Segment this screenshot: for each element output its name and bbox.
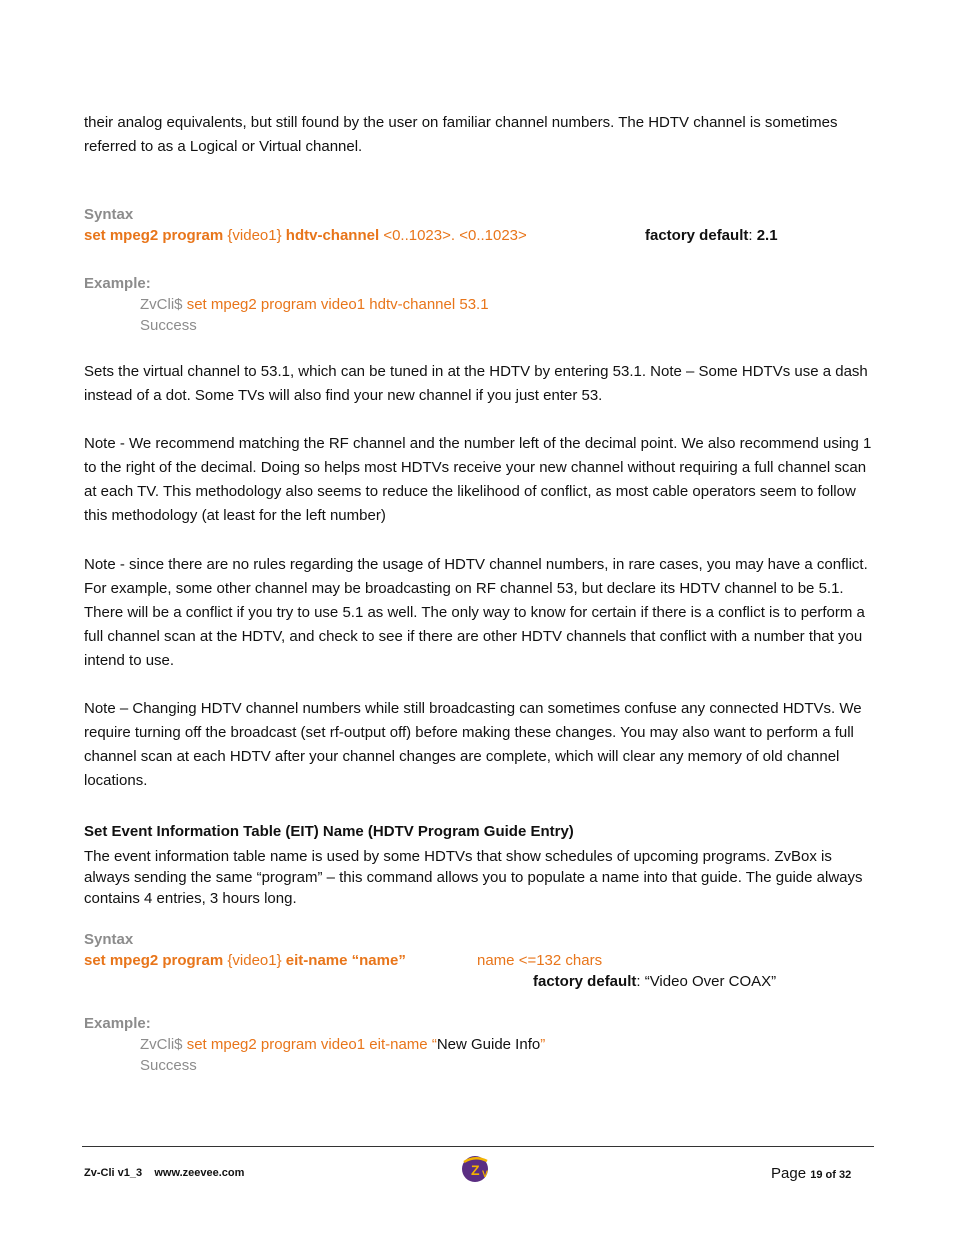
command-argument: {video1} [227, 227, 282, 244]
note-paragraph-recommend: Note - We recommend matching the RF channel and the number left of the decimal point. We also recommend using 1 to the right of the decimal. Doing so helps most HDTVs receive your new channel without requiring a full channel scan at each TV. This methodology also seems to reduce the likelihood of conflict, as most cable operators seem to follow this methodology (at least for the left number) [84, 435, 872, 524]
footer-page-label: Page [771, 1165, 807, 1182]
factory-default-sep: : [636, 973, 641, 990]
command-subcommand: eit-name “name” [285, 952, 406, 969]
example-close-quote: ” [540, 1036, 546, 1053]
footer-website: www.zeevee.com [154, 1167, 245, 1179]
factory-default-label: factory default [645, 227, 749, 244]
intro-paragraph: their analog equivalents, but still found by the user on familiar channel numbers. The HDTV channel is sometimes referred to as a Logical or Virtual channel. [84, 114, 838, 155]
footer-page [771, 1165, 851, 1182]
command-subcommand: hdtv-channel [285, 227, 380, 244]
factory-default [533, 973, 776, 990]
factory-default-sep: : [748, 227, 753, 244]
command-keyword: set mpeg2 program [84, 952, 224, 969]
command-keyword: set mpeg2 program [84, 227, 224, 244]
svg-text:V: V [482, 1169, 489, 1179]
footer-doc-info [84, 1167, 244, 1179]
name-length-limit: name <=132 chars [477, 952, 603, 969]
cli-prompt: ZvCli$ [140, 296, 183, 313]
syntax-label: Syntax [84, 206, 134, 223]
footer-divider [82, 1146, 874, 1147]
example-result: Success [140, 1057, 197, 1074]
factory-default-value: “Video Over COAX” [644, 973, 777, 990]
example-command: set mpeg2 program video1 hdtv-channel 53.1 [186, 296, 489, 313]
syntax-label: Syntax [84, 931, 134, 948]
section-description: The event information table name is used by some HDTVs that show schedules of upcoming programs. ZvBox is always sending the same “program” – this command allows you to populate a name into that guide. The guide always contains 4 entries, 3 hours long. [84, 848, 863, 907]
section-heading: Set Event Information Table (EIT) Name (HDTV Program Guide Entry) [84, 823, 574, 840]
zeevee-logo [461, 1153, 491, 1183]
svg-text:Z: Z [471, 1162, 480, 1178]
example-label: Example: [84, 1015, 151, 1032]
command-argument: {video1} [227, 952, 282, 969]
footer-doc-id: Zv-Cli v1_3 [84, 1167, 143, 1179]
note-paragraph-conflict: Note - since there are no rules regarding the usage of HDTV channel numbers, in rare cases, you may have a conflict. For example, some other channel may be broadcasting on RF channel 53, but declare its HDTV channel to be 5.1. There will be a conflict if you try to use 5.1 as well. The only way to know for certain if there is a conflict is to perform a full channel scan at the HDTV, and check to see if there are other HDTV channels that conflict with a number that you intend to use. [84, 556, 868, 669]
note-paragraph-broadcast: Note – Changing HDTV channel numbers while still broadcasting can sometimes confuse any connected HDTVs. We require turning off the broadcast (set rf-output off) before making these changes. You may also want to perform a full channel scan at each HDTV after your channel changes are complete, which will clear any memory of old channel locations. [84, 700, 862, 789]
eit-name-syntax [84, 952, 406, 969]
example-value: New Guide Info [436, 1036, 541, 1053]
example-command-line [140, 1036, 545, 1053]
command-range: <0..1023>. <0..1023> [383, 227, 527, 244]
footer-page-number: 19 of 32 [810, 1169, 852, 1181]
hdtv-channel-syntax [84, 227, 527, 244]
factory-default-label: factory default [533, 973, 637, 990]
example-result: Success [140, 317, 197, 334]
example-label: Example: [84, 275, 151, 292]
example-command-line [140, 296, 489, 313]
virtual-channel-paragraph: Sets the virtual channel to 53.1, which can be tuned in at the HDTV by entering 53.1. Note – Some HDTVs use a dash instead of a dot. Some TVs will also find your new channel if you just enter 53. [84, 363, 868, 404]
factory-default [645, 227, 778, 244]
example-command: set mpeg2 program video1 eit-name “ [186, 1036, 437, 1053]
cli-prompt: ZvCli$ [140, 1036, 183, 1053]
factory-default-value: 2.1 [756, 227, 778, 244]
